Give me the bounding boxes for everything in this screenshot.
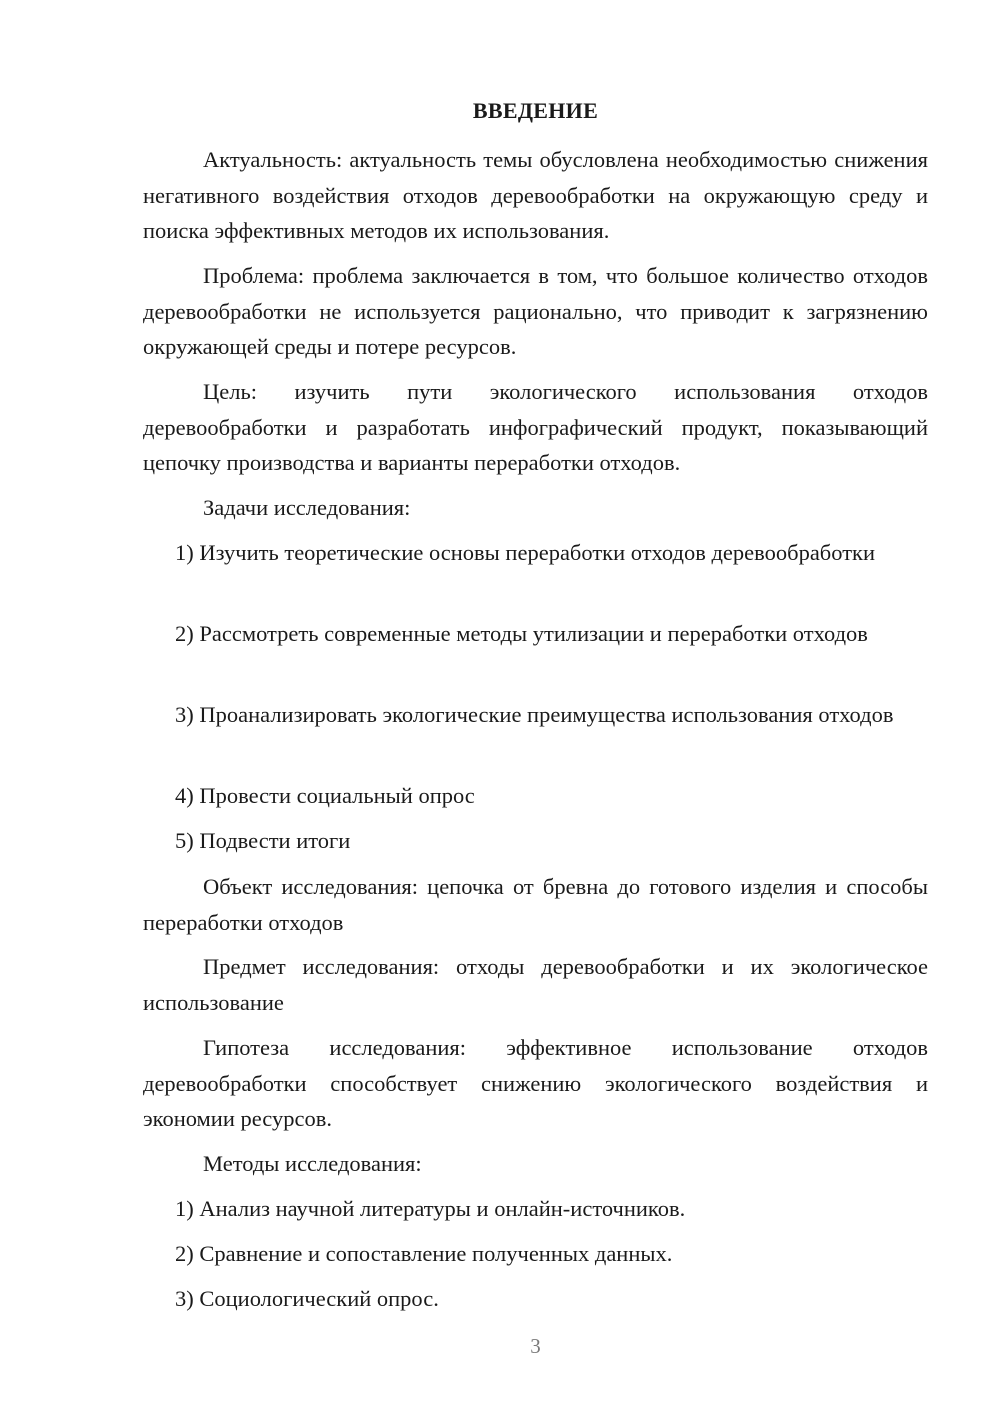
goal-paragraph: Цель: изучить пути экологического использования отходов деревообработки и разработать инфографический продукт, показывающий цепочку производства и варианты переработки отходов. [143,379,928,475]
task-item: 2) Рассмотреть современные методы утилизации и переработки отходов [175,621,868,646]
task-item: 1) Изучить теоретические основы переработки отходов деревообработки [175,540,876,565]
task-item: 4) Провести социальный опрос [175,783,475,808]
relevance-paragraph: Актуальность: актуальность темы обусловлена необходимостью снижения негативного воздействия отходов деревообработки на окружающую среду и поиска эффективных методов их использования. [143,147,928,243]
method-item: 1) Анализ научной литературы и онлайн-источников. [175,1196,686,1221]
hypothesis-paragraph: Гипотеза исследования: эффективное использование отходов деревообработки способствует снижению экологического воздействия и экономии ресурсов. [143,1035,928,1131]
method-item: 3) Социологический опрос. [175,1286,439,1311]
tasks-heading: Задачи исследования: [203,495,411,520]
page-number: 3 [530,1334,541,1358]
method-item: 2) Сравнение и сопоставление полученных данных. [175,1241,673,1266]
document-page [143,0,928,1414]
task-item: 5) Подвести итоги [175,828,351,853]
problem-paragraph: Проблема: проблема заключается в том, что большое количество отходов деревообработки не используется рационально, что приводит к загрязнению окружающей среды и потере ресурсов. [143,263,928,359]
methods-heading: Методы исследования: [203,1151,422,1176]
task-item: 3) Проанализировать экологические преимущества использования отходов [175,702,894,727]
object-paragraph: Объект исследования: цепочка от бревна до готового изделия и способы переработки отходов [143,874,928,935]
page-title: ВВЕДЕНИЕ [472,98,599,123]
subject-paragraph: Предмет исследования: отходы деревообработки и их экологическое использование [143,954,928,1015]
